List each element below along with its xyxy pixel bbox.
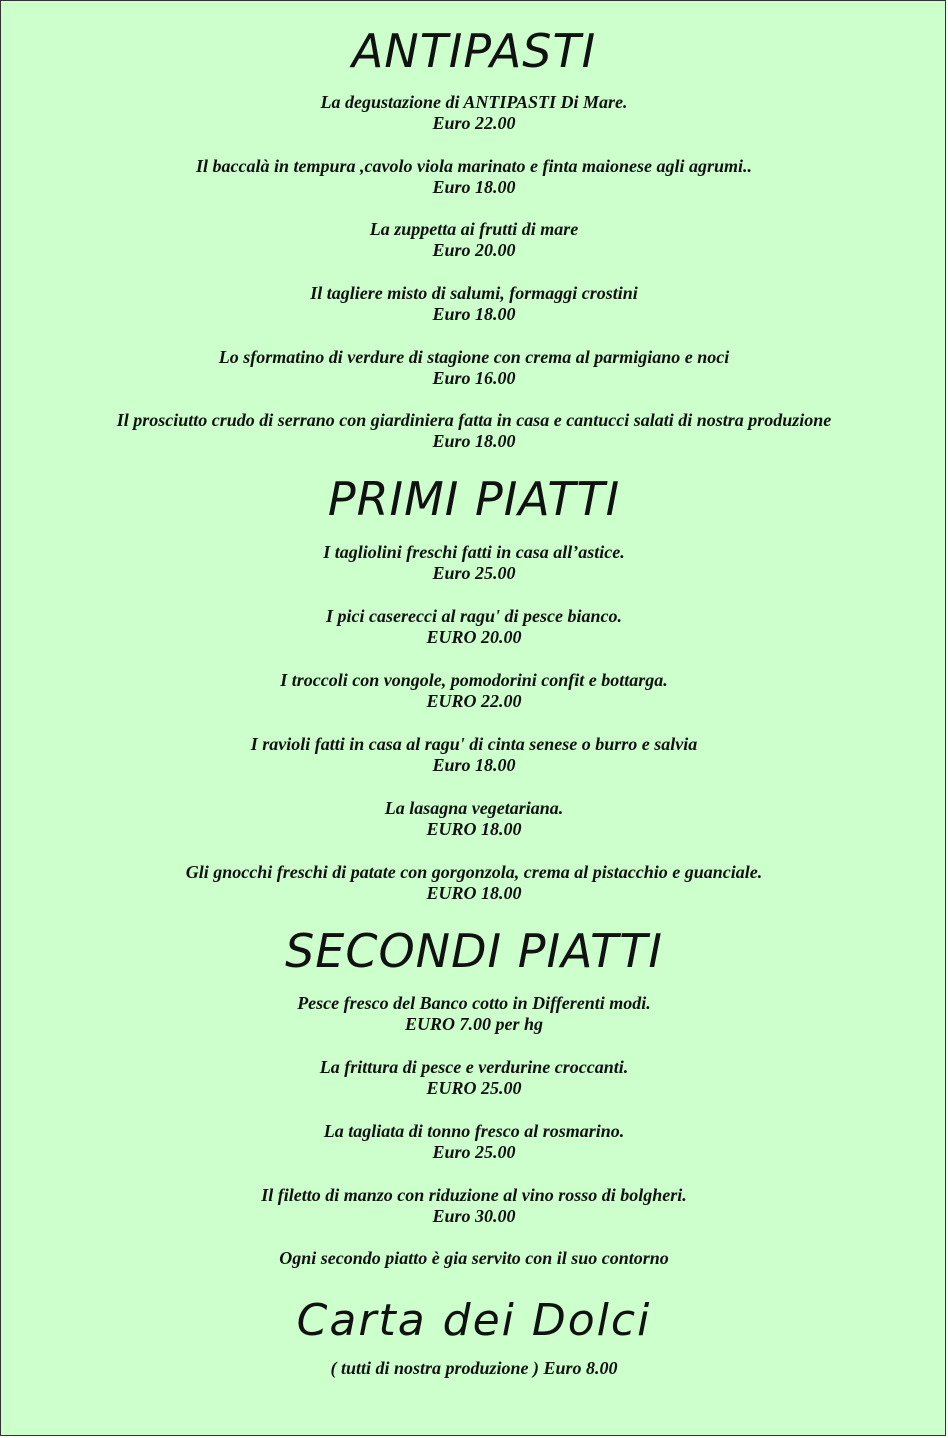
menu-item-price: Euro 30.00 bbox=[432, 1206, 516, 1226]
dolci-note-text: ( tutti di nostra produzione ) Euro 8.00 bbox=[330, 1358, 618, 1378]
secondi-note bbox=[1, 1248, 947, 1269]
menu-item-price: Euro 22.00 bbox=[432, 113, 516, 133]
menu-item-name: La lasagna vegetariana. bbox=[384, 798, 564, 818]
menu-item bbox=[1, 862, 947, 904]
menu-item bbox=[1, 1185, 947, 1227]
menu-item-name: I pici caserecci al ragu' di pesce bianco. bbox=[326, 606, 622, 626]
menu-item-price: Euro 18.00 bbox=[432, 304, 516, 324]
menu-item bbox=[1, 670, 947, 712]
menu-item-name: La zuppetta ai frutti di mare bbox=[369, 219, 579, 239]
menu-item-price: EURO 22.00 bbox=[426, 691, 522, 711]
dolci-note bbox=[1, 1358, 947, 1379]
menu-item-name: La degustazione di ANTIPASTI Di Mare. bbox=[320, 92, 628, 112]
menu-item-price: EURO 20.00 bbox=[426, 627, 522, 647]
menu-item-name: I ravioli fatti in casa al ragu' di cinta senese o burro e salvia bbox=[250, 734, 698, 754]
secondi-note-text: Ogni secondo piatto è gia servito con il suo contorno bbox=[279, 1248, 669, 1268]
menu-item bbox=[1, 606, 947, 648]
menu-item-price: EURO 18.00 bbox=[426, 883, 522, 903]
menu-item-price: Euro 16.00 bbox=[432, 368, 516, 388]
menu-item bbox=[1, 798, 947, 840]
menu-item-price: EURO 7.00 per hg bbox=[404, 1014, 543, 1034]
menu-item-price: EURO 18.00 bbox=[426, 819, 522, 839]
menu-item-name: Gli gnocchi freschi di patate con gorgonzola, crema al pistacchio e guanciale. bbox=[185, 862, 763, 882]
menu-item-name: I troccoli con vongole, pomodorini confit e bottarga. bbox=[280, 670, 668, 690]
menu-item-name: I tagliolini freschi fatti in casa all’astice. bbox=[323, 542, 625, 562]
menu-item bbox=[1, 156, 947, 198]
menu-item-name: Lo sformatino di verdure di stagione con crema al parmigiano e noci bbox=[218, 347, 730, 367]
menu-item-name: Il tagliere misto di salumi, formaggi crostini bbox=[310, 283, 638, 303]
menu-item-price: Euro 18.00 bbox=[432, 177, 516, 197]
menu-item bbox=[1, 219, 947, 261]
menu-item-price: Euro 18.00 bbox=[432, 755, 516, 775]
menu-item bbox=[1, 993, 947, 1035]
menu-item bbox=[1, 734, 947, 776]
menu-item-name: Il filetto di manzo con riduzione al vino rosso di bolgheri. bbox=[261, 1185, 687, 1205]
section-title-primi-piatti: PRIMI PIATTI bbox=[327, 472, 621, 526]
menu-item bbox=[1, 92, 947, 134]
menu-item-name: Pesce fresco del Banco cotto in Differenti modi. bbox=[297, 993, 651, 1013]
menu-item-name: La tagliata di tonno fresco al rosmarino. bbox=[323, 1121, 625, 1141]
section-title-secondi-piatti: SECONDI PIATTI bbox=[285, 924, 663, 978]
menu-item bbox=[1, 283, 947, 325]
section-title-carta-dei-dolci: Carta dei Dolci bbox=[296, 1295, 652, 1346]
menu-item bbox=[1, 347, 947, 389]
menu-item-name: Il baccalà in tempura ,cavolo viola marinato e finta maionese agli agrumi.. bbox=[195, 156, 752, 176]
menu-item bbox=[1, 410, 947, 452]
menu-item-name: Il prosciutto crudo di serrano con giardiniera fatta in casa e cantucci salati di nostra produzione bbox=[116, 410, 832, 430]
menu-item-price: Euro 25.00 bbox=[432, 563, 516, 583]
menu-item-price: Euro 18.00 bbox=[432, 431, 516, 451]
menu-item-price: Euro 25.00 bbox=[432, 1142, 516, 1162]
menu-item-name: La frittura di pesce e verdurine croccanti. bbox=[319, 1057, 629, 1077]
menu-item bbox=[1, 1057, 947, 1099]
menu-item bbox=[1, 1121, 947, 1163]
section-title-antipasti: ANTIPASTI bbox=[351, 24, 597, 78]
menu-item-price: Euro 20.00 bbox=[432, 240, 516, 260]
menu-item-price: EURO 25.00 bbox=[426, 1078, 522, 1098]
menu-item bbox=[1, 542, 947, 584]
